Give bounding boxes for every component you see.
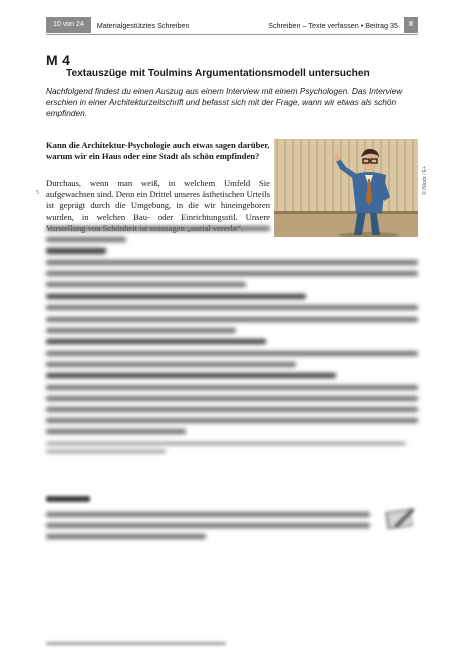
- page-footer: [46, 642, 246, 650]
- header-divider: [46, 34, 418, 35]
- task-section: [46, 496, 420, 542]
- material-subtitle: Textauszüge mit Toulmins Argumentationsmodell untersuchen: [66, 68, 370, 79]
- architect-photo: [274, 139, 418, 237]
- blurred-interview-body: [46, 226, 420, 457]
- writing-pad-icon: [382, 504, 418, 532]
- material-label: M 4: [46, 52, 71, 68]
- task-heading: [46, 496, 90, 502]
- page-indicator: 10 von 24: [46, 17, 91, 33]
- interview-question: Kann die Architektur-Psychologie auch etwas sagen darüber, warum wir ein Haus oder eine Stadt als schön empfinden?: [46, 140, 270, 162]
- task-text: [46, 512, 370, 546]
- photo-credit: © iStock / E+: [422, 165, 428, 195]
- header-right-title: Schreiben – Texte verfassen • Beitrag 35: [268, 20, 398, 30]
- header-left-title: Materialgestütztes Schreiben: [96, 20, 190, 30]
- section-marker: II: [404, 17, 418, 33]
- interview-answer: Durchaus, wenn man weiß, in welchem Umfeld Sie aufgewachsen sind. Denn ein Drittel unseres ästhetischen Urteils ist geprägt durch die Umgebung, in die wir hineingeboren wurden, in welchen Bau- oder Einrichtungsstil. Unsere: [46, 178, 270, 222]
- man-pointing-illustration: [274, 139, 418, 237]
- page-header: [46, 17, 418, 33]
- intro-text: Nachfolgend findest du einen Auszug aus einem Interview mit einem Psychologen. Das Interview erschien in einer Architekturzeitschrift und befasst sich mit der Frage, wann wir etwas als schön empfinden.: [46, 86, 403, 118]
- line-number: 5: [36, 190, 39, 196]
